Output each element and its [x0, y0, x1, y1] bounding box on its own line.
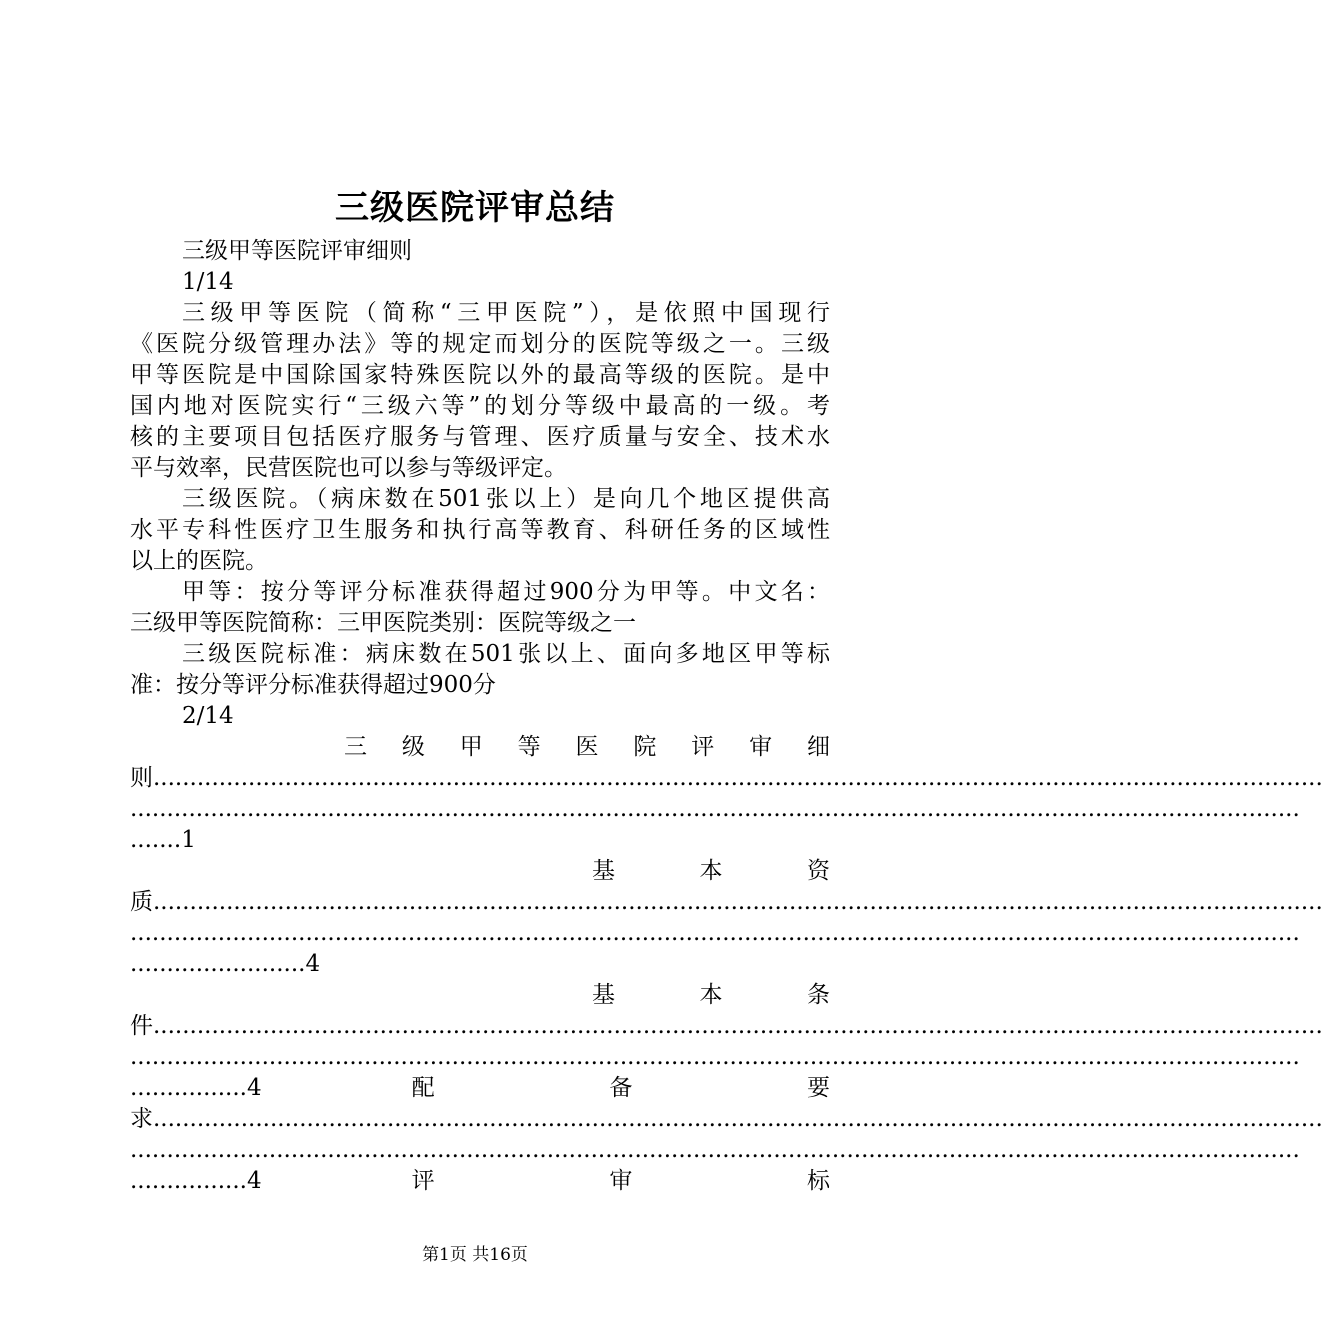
page-footer: 第1页 共16页	[422, 1245, 528, 1265]
toc-leader-line	[130, 1042, 1300, 1073]
paragraph-line: 三级甲等医院（简称“三甲医院”），是依照中国现行	[182, 300, 830, 326]
toc-char: 资	[807, 858, 830, 884]
toc-leader-line	[130, 1104, 1323, 1135]
paragraph-line: 三级甲等医院简称：三甲医院类别：医院等级之一	[130, 610, 636, 636]
toc-wrap-char: 质	[130, 889, 153, 915]
toc-entry[interactable]	[130, 980, 1323, 1104]
toc-char: 等	[517, 734, 541, 760]
toc-leader-dots: ........................	[130, 951, 306, 977]
toc-leader-dots: .......	[130, 827, 182, 853]
paragraph-line: 水平专科性医疗卫生服务和执行高等教育、科研任务的区域性	[130, 517, 830, 543]
toc-char: 院	[633, 734, 657, 760]
toc-leader-end	[130, 949, 830, 980]
toc-char: 条	[807, 982, 830, 1008]
toc-entry-heading	[130, 980, 830, 1011]
toc-next-heading	[262, 1166, 830, 1197]
toc-next-heading	[262, 1073, 830, 1104]
toc-leader-dots: ................................................................................................................................................................	[130, 1137, 1300, 1163]
toc-leader-line	[130, 1135, 1300, 1166]
toc-leader-end	[130, 825, 830, 856]
toc-char: 本	[699, 982, 723, 1008]
paragraph-line: 甲等医院是中国除国家特殊医院以外的最高等级的医院。是中	[130, 362, 830, 388]
toc-char: 甲	[459, 734, 483, 760]
toc-page-number: 4	[246, 1075, 262, 1101]
toc-char: 评	[691, 734, 715, 760]
toc-leader-dots: ................................................................................................................................................................	[130, 920, 1300, 946]
toc-leader-line	[130, 918, 1300, 949]
toc-char: 基	[592, 982, 615, 1008]
toc-char: 基	[592, 858, 615, 884]
toc-leader-line	[130, 794, 1300, 825]
paragraph	[130, 639, 830, 701]
toc-char: 本	[699, 858, 723, 884]
toc-char: 评	[411, 1168, 435, 1194]
toc-leader-end	[130, 1166, 830, 1197]
toc-wrap-char: 则	[130, 765, 153, 791]
toc-char: 级	[401, 734, 425, 760]
paragraph-line: 国内地对医院实行“三级六等”的划分等级中最高的一级。考	[130, 393, 830, 419]
paragraph-line: 甲等：按分等评分标准获得超过900分为甲等。中文名：	[182, 579, 830, 605]
paragraph	[130, 298, 830, 484]
page-marker: 2/14	[182, 703, 234, 729]
toc-char: 三	[344, 734, 367, 760]
paragraph-line: 三级医院标准：病床数在501张以上、面向多地区甲等标	[182, 641, 830, 667]
document-body	[130, 236, 1323, 1197]
toc-leader-dots: ................................................................................................................................................................	[130, 1044, 1300, 1070]
paragraph-line: 三级医院。（病床数在501张以上）是向几个地区提供高	[182, 486, 830, 512]
toc-char: 标	[807, 1168, 830, 1194]
toc-leader-line	[130, 1011, 1323, 1042]
toc-char: 细	[807, 734, 830, 760]
toc-entry-heading	[130, 732, 830, 763]
toc-leader-dots: ................	[130, 1075, 247, 1101]
toc-entry-heading	[130, 856, 830, 887]
paragraph-line: 核的主要项目包括医疗服务与管理、医疗质量与安全、技术水	[130, 424, 830, 450]
toc-entry[interactable]	[130, 1104, 1323, 1197]
paragraph-line: 《医院分级管理办法》等的规定而划分的医院等级之一。三级	[130, 331, 830, 357]
toc-page-number: 4	[305, 951, 321, 977]
paragraph	[130, 577, 830, 639]
toc-char: 审	[609, 1168, 633, 1194]
toc-leader-dots: ................	[130, 1168, 247, 1194]
toc-leader-line	[130, 887, 1323, 918]
toc-wrap-char: 件	[130, 1013, 153, 1039]
toc-char: 配	[411, 1075, 435, 1101]
toc-entry[interactable]	[130, 732, 1323, 856]
page-marker: 1/14	[182, 269, 234, 295]
paragraph-line: 平与效率，民营医院也可以参与等级评定。	[130, 455, 567, 481]
paragraph-line: 准：按分等评分标准获得超过900分	[130, 672, 496, 698]
paragraph-line: 以上的医院。	[130, 548, 268, 574]
toc-page-number: 4	[246, 1168, 262, 1194]
toc-leader-end	[130, 1073, 830, 1104]
subtitle: 三级甲等医院评审细则	[182, 238, 412, 264]
toc-leader-dots: ................................................................................................................................................................	[153, 765, 1323, 791]
toc-char: 备	[609, 1075, 633, 1101]
toc-leader-dots: ................................................................................................................................................................	[153, 889, 1323, 915]
document-title: 三级医院评审总结	[335, 188, 615, 228]
toc-leader-dots: ................................................................................................................................................................	[153, 1013, 1323, 1039]
toc-char: 医	[575, 734, 599, 760]
toc-leader-dots: ................................................................................................................................................................	[130, 796, 1300, 822]
toc-page-number: 1	[181, 827, 196, 853]
toc-leader-line	[130, 763, 1323, 794]
toc-entry[interactable]	[130, 856, 1323, 980]
toc-wrap-char: 求	[130, 1106, 153, 1132]
toc-leader-dots: ................................................................................................................................................................	[153, 1106, 1323, 1132]
toc-char: 要	[807, 1075, 830, 1101]
toc-char: 审	[749, 734, 773, 760]
paragraph	[130, 484, 830, 577]
